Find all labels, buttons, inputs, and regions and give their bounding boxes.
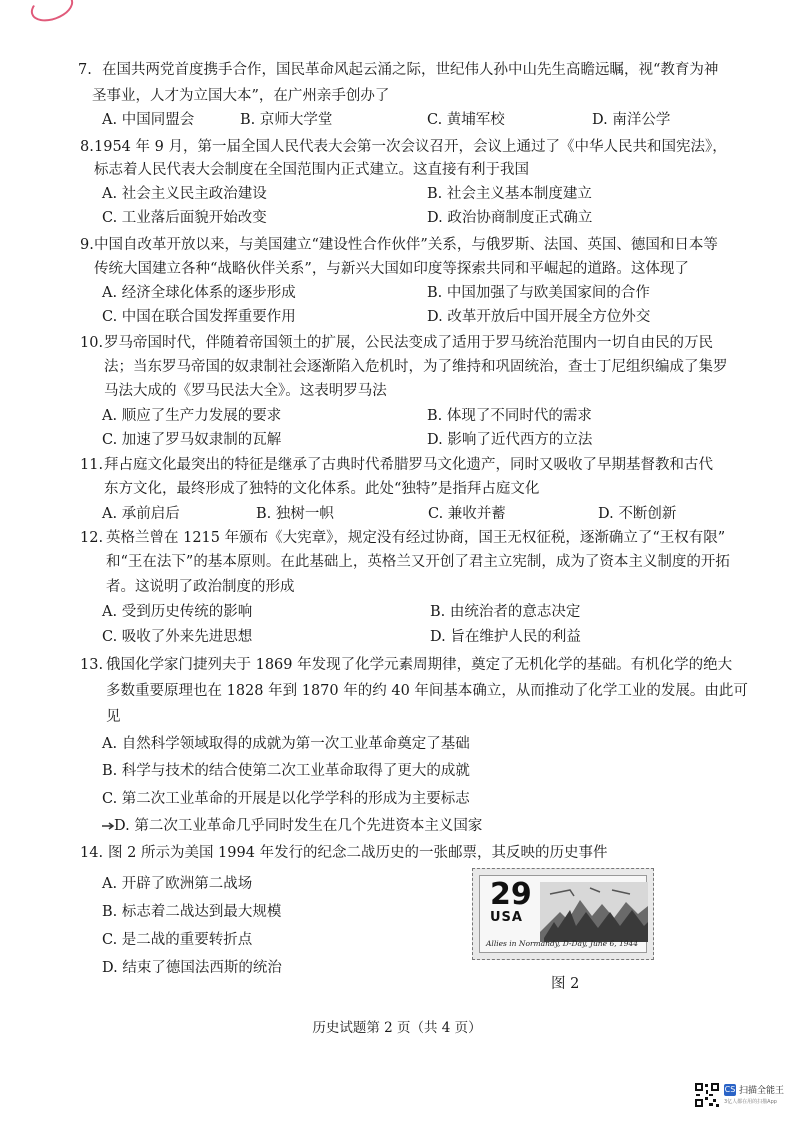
question-number: 7. xyxy=(78,62,92,78)
option: C. 中国在联合国发挥重要作用 xyxy=(102,309,296,325)
qr-code-icon xyxy=(694,1082,720,1108)
stamp-caption: Allies in Normandy, D-Day, June 6, 1944 xyxy=(486,939,639,948)
option: B. 京师大学堂 xyxy=(240,112,333,128)
question-text: 圣事业，人才为立国大本”，在广州亲手创办了 xyxy=(92,88,390,104)
question-number: 11. xyxy=(80,457,104,473)
option-row xyxy=(102,627,712,647)
option: D. 南洋公学 xyxy=(592,112,671,128)
question-text: 者。这说明了政治制度的形成 xyxy=(106,579,295,595)
option: B. 标志着二战达到最大规模 xyxy=(102,904,282,920)
option-row xyxy=(102,430,712,450)
scanner-tagline: 3亿人都在用的扫描App xyxy=(724,1099,777,1105)
question-number: 14. xyxy=(80,845,104,861)
option: C. 工业落后面貌开始改变 xyxy=(102,210,267,226)
option: A. 受到历史传统的影响 xyxy=(102,604,253,620)
question-number: 12. xyxy=(80,530,104,546)
question-text: 罗马帝国时代，伴随着帝国领土的扩展，公民法变成了适用于罗马统治范围内一切自由民的万民 xyxy=(104,335,713,351)
stamp-value: 29 xyxy=(490,877,532,912)
question-text: 东方文化，最终形成了独特的文化体系。此处“独特”是指拜占庭文化 xyxy=(104,481,540,497)
option-row xyxy=(102,406,712,426)
option: D. 影响了近代西方的立法 xyxy=(427,432,593,448)
question-number: 10. xyxy=(80,335,104,351)
stamp-figure xyxy=(472,868,654,960)
option: D. 旨在维护人民的利益 xyxy=(430,629,581,645)
scanner-logo: CS xyxy=(724,1085,736,1094)
option: A. 承前启后 xyxy=(102,506,180,522)
question-text: 俄国化学家门捷列夫于 1869 年发现了化学元素周期律，奠定了无机化学的基础。有机化学的绝大 xyxy=(106,657,733,673)
option-row xyxy=(102,504,712,524)
option: C. 是二战的重要转折点 xyxy=(102,932,253,948)
option: A. 顺应了生产力发展的要求 xyxy=(102,408,282,424)
question-text: 图 2 所示为美国 1994 年发行的纪念二战历史的一张邮票，其反映的历史事件 xyxy=(108,845,608,861)
option: C. 第二次工业革命的开展是以化学学科的形成为主要标志 xyxy=(102,791,470,807)
landing-soldiers-illustration xyxy=(540,882,648,942)
option: D. 结束了德国法西斯的统治 xyxy=(102,960,282,976)
question-text: 马法大成的《罗马民法大全》。这表明罗马法 xyxy=(104,383,387,399)
corner-ink-mark xyxy=(27,0,77,27)
scanner-name: 扫描全能王 xyxy=(739,1086,785,1096)
option: A. 中国同盟会 xyxy=(102,112,195,128)
question-text: 英格兰曾在 1215 年颁布《大宪章》，规定没有经过协商，国王无权征税，逐渐确立了“王权有限” xyxy=(106,530,726,546)
question-text: 1954 年 9 月，第一届全国人民代表大会第一次会议召开，会议上通过了《中华人民共和国宪法》， xyxy=(94,139,727,155)
question-text: 标志着人民代表大会制度在全国范围内正式建立。这直接有利于我国 xyxy=(94,162,529,178)
option: C. 黄埔军校 xyxy=(427,112,505,128)
question-text: 传统大国建立各种“战略伙伴关系”，与新兴大国如印度等探索共同和平崛起的道路。这体现了 xyxy=(94,261,689,277)
figure-label: 图 2 xyxy=(551,976,580,992)
option: A. 开辟了欧洲第二战场 xyxy=(102,876,253,892)
option-row xyxy=(102,283,712,303)
option: B. 社会主义基本制度建立 xyxy=(427,186,592,202)
question-text: 多数重要原理也在 1828 年到 1870 年的约 40 年间基本确立，从而推动了化学工业的发展。由此可 xyxy=(106,683,748,699)
option: D. 改革开放后中国开展全方位外交 xyxy=(427,309,651,325)
option: D. 不断创新 xyxy=(598,506,677,522)
option-row xyxy=(102,110,712,130)
page-footer: 历史试题第 2 页（共 4 页） xyxy=(312,1020,482,1036)
question-text: 见 xyxy=(106,709,121,725)
option: C. 吸收了外来先进思想 xyxy=(102,629,253,645)
option: A. 自然科学领域取得的成就为第一次工业革命奠定了基础 xyxy=(102,736,470,752)
question-text: 和“王在法下”的基本原则。在此基础上，英格兰又开创了君主立宪制，成为了资本主义制度的开拓 xyxy=(106,554,730,570)
option: B. 科学与技术的结合使第二次工业革命取得了更大的成就 xyxy=(102,763,470,779)
option: C. 加速了罗马奴隶制的瓦解 xyxy=(102,432,282,448)
option: B. 中国加强了与欧美国家间的合作 xyxy=(427,285,650,301)
option: C. 兼收并蓄 xyxy=(428,506,506,522)
question-number: 9. xyxy=(80,237,94,253)
question-text: 拜占庭文化最突出的特征是继承了古典时代希腊罗马文化遗产，同时又吸收了早期基督教和古代 xyxy=(104,457,713,473)
option: D. 政治协商制度正式确立 xyxy=(427,210,593,226)
option: D. 第二次工业革命几乎同时发生在几个先进资本主义国家 xyxy=(114,818,483,834)
option-row xyxy=(102,307,712,327)
question-text: 中国自改革开放以来，与美国建立“建设性合作伙伴”关系，与俄罗斯、法国、英国、德国和日本等 xyxy=(94,237,718,253)
option: A. 经济全球化体系的逐步形成 xyxy=(102,285,296,301)
option: B. 独树一帜 xyxy=(256,506,334,522)
stamp-frame xyxy=(479,875,647,953)
option-row xyxy=(102,602,712,622)
option: B. 体现了不同时代的需求 xyxy=(427,408,592,424)
option-row xyxy=(102,184,712,204)
option: A. 社会主义民主政治建设 xyxy=(102,186,267,202)
option: B. 由统治者的意志决定 xyxy=(430,604,581,620)
question-number: 13. xyxy=(80,657,104,673)
scanner-watermark xyxy=(694,1082,790,1110)
question-text: 法；当东罗马帝国的奴隶制社会逐渐陷入危机时，为了维持和巩固统治，查士丁尼组织编成了集罗 xyxy=(104,359,728,375)
question-text: 在国共两党首度携手合作，国民革命风起云涌之际，世纪伟人孙中山先生高瞻远瞩，视“教育为神 xyxy=(102,62,719,78)
option-row xyxy=(102,208,712,228)
question-number: 8. xyxy=(80,139,94,155)
stamp-country: USA xyxy=(490,910,523,925)
